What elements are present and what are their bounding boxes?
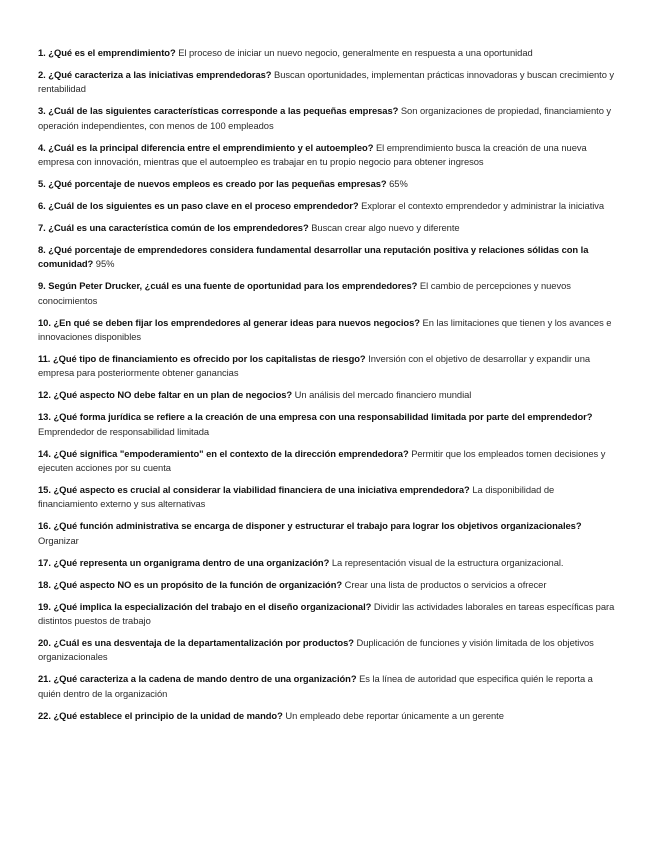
question-answer-list (38, 46, 615, 723)
answer-text: 95% (95, 258, 115, 270)
question-number: 7. (38, 221, 46, 233)
answer-text: Un empleado debe reportar únicamente a un gerente (285, 709, 504, 721)
answer-text: 65% (389, 178, 408, 190)
question-text: ¿Qué función administrativa se encarga de disponer y estructurar el trabajo para lograr los objetivos organizacionales? (53, 520, 582, 532)
qa-item-20 (38, 636, 615, 665)
question-text: ¿Qué caracteriza a la cadena de mando dentro de una organización? (53, 673, 357, 685)
answer-text: Buscan oportunidades, implementan prácticas innovadoras y buscan crecimiento y rentabilidad (38, 68, 615, 95)
question-number: 2. (38, 68, 46, 80)
answer-text: Explorar el contexto emprendedor y administrar la iniciativa (361, 199, 605, 211)
answer-text: Es la línea de autoridad que especifica quién le reporta a quién dentro de la organización (38, 673, 593, 699)
answer-text: Dividir las actividades laborales en tareas específicas para distintos puestos de trabajo (38, 600, 615, 627)
question-text: ¿Cuál es la principal diferencia entre el emprendimiento y el autoempleo? (48, 141, 374, 153)
qa-item-3 (38, 104, 615, 133)
qa-item-16 (38, 519, 615, 548)
answer-text: Buscan crear algo nuevo y diferente (311, 221, 460, 233)
question-number: 19. (38, 600, 51, 612)
answer-text: El cambio de percepciones y nuevos conocimientos (38, 280, 571, 306)
question-text: ¿Qué aspecto NO es un propósito de la función de organización? (53, 578, 343, 590)
qa-item-1 (38, 46, 615, 61)
qa-item-12 (38, 388, 615, 403)
question-number: 13. (38, 411, 51, 423)
question-text: Según Peter Drucker, ¿cuál es una fuente de oportunidad para los emprendedores? (48, 280, 418, 292)
question-text: ¿Qué aspecto NO debe faltar en un plan de negocios? (53, 389, 293, 401)
answer-text: Un análisis del mercado financiero mundial (294, 389, 472, 401)
answer-text: Organizar (38, 534, 79, 546)
question-number: 15. (38, 483, 51, 495)
qa-item-5 (38, 177, 615, 192)
answer-text: La representación visual de la estructura organizacional. (331, 556, 564, 568)
question-number: 8. (38, 243, 46, 255)
question-number: 3. (38, 105, 46, 117)
answer-text: Crear una lista de productos o servicios a ofrecer (344, 578, 547, 590)
question-number: 5. (38, 178, 46, 190)
answer-text: Son organizaciones de propiedad, financiamiento y operación independientes, con menos de 100 empleados (38, 105, 612, 131)
qa-item-17 (38, 556, 615, 571)
question-text: ¿Cuál de los siguientes es un paso clave en el proceso emprendedor? (48, 199, 359, 211)
question-number: 22. (38, 709, 51, 721)
question-text: ¿Cuál de las siguientes características corresponde a las pequeñas empresas? (48, 105, 399, 117)
answer-text: Permitir que los empleados tomen decisiones y ejecuten acciones por su cuenta (38, 447, 606, 474)
question-text: ¿Cuál es una característica común de los emprendedores? (48, 221, 309, 233)
qa-item-9 (38, 279, 615, 308)
question-text: ¿Qué implica la especialización del trabajo en el diseño organizacional? (53, 600, 372, 612)
answer-text: En las limitaciones que tienen y los avances e innovaciones disponibles (38, 316, 612, 343)
qa-item-15 (38, 483, 615, 512)
question-text: ¿Qué aspecto es crucial al considerar la viabilidad financiera de una iniciativa emprendedora? (53, 483, 470, 495)
answer-text: Emprendedor de responsabilidad limitada (38, 425, 210, 437)
question-text: ¿Qué establece el principio de la unidad de mando? (53, 709, 283, 721)
question-number: 6. (38, 199, 46, 211)
qa-item-8 (38, 243, 615, 272)
qa-item-21 (38, 672, 615, 701)
qa-item-18 (38, 578, 615, 593)
qa-item-7 (38, 221, 615, 236)
question-text: ¿Cuál es una desventaja de la departamentalización por productos? (53, 636, 354, 648)
question-text: ¿Qué porcentaje de nuevos empleos es creado por las pequeñas empresas? (48, 178, 387, 190)
question-text: ¿Qué es el emprendimiento? (48, 47, 176, 58)
qa-item-2 (38, 68, 615, 97)
question-number: 16. (38, 520, 51, 532)
qa-item-14 (38, 447, 615, 476)
qa-item-4 (38, 141, 615, 170)
question-number: 21. (38, 673, 51, 685)
question-text: ¿Qué tipo de financiamiento es ofrecido por los capitalistas de riesgo? (52, 352, 366, 364)
question-number: 18. (38, 578, 51, 590)
answer-text: Inversión con el objetivo de desarrollar y expandir una empresa para posteriormente obtener ganancias (38, 352, 591, 379)
question-number: 11. (38, 352, 51, 364)
question-number: 20. (38, 636, 51, 648)
question-text: ¿Qué porcentaje de emprendedores considera fundamental desarrollar una reputación positiva y relaciones sólidas con la comunidad? (38, 243, 589, 270)
qa-item-22 (38, 709, 615, 724)
question-number: 10. (38, 316, 51, 328)
qa-item-10 (38, 316, 615, 345)
question-number: 1. (38, 47, 46, 58)
question-number: 4. (38, 141, 46, 153)
answer-text: Duplicación de funciones y visión limitada de los objetivos organizacionales (38, 636, 594, 663)
question-text: ¿En qué se deben fijar los emprendedores al generar ideas para nuevos negocios? (53, 316, 420, 328)
question-text: ¿Qué forma jurídica se refiere a la creación de una empresa con una responsabilidad limitada por parte del emprendedor? (53, 411, 593, 423)
question-number: 12. (38, 389, 51, 401)
question-number: 9. (38, 280, 46, 292)
question-number: 17. (38, 556, 51, 568)
qa-item-11 (38, 352, 615, 381)
qa-item-6 (38, 199, 615, 214)
answer-text: El proceso de iniciar un nuevo negocio, generalmente en respuesta a una oportunidad (178, 47, 533, 58)
answer-text: El emprendimiento busca la creación de una nueva empresa con innovación, mientras que el autoempleo es trabajar en tu propio negocio para obtener ingresos (38, 141, 587, 168)
question-number: 14. (38, 447, 51, 459)
qa-item-13 (38, 410, 615, 439)
question-text: ¿Qué representa un organigrama dentro de una organización? (53, 556, 330, 568)
answer-text: La disponibilidad de financiamiento externo y sus alternativas (38, 483, 555, 510)
question-text: ¿Qué significa "empoderamiento" en el contexto de la dirección emprendedora? (53, 447, 409, 459)
question-text: ¿Qué caracteriza a las iniciativas emprendedoras? (48, 68, 272, 80)
qa-item-19 (38, 600, 615, 629)
